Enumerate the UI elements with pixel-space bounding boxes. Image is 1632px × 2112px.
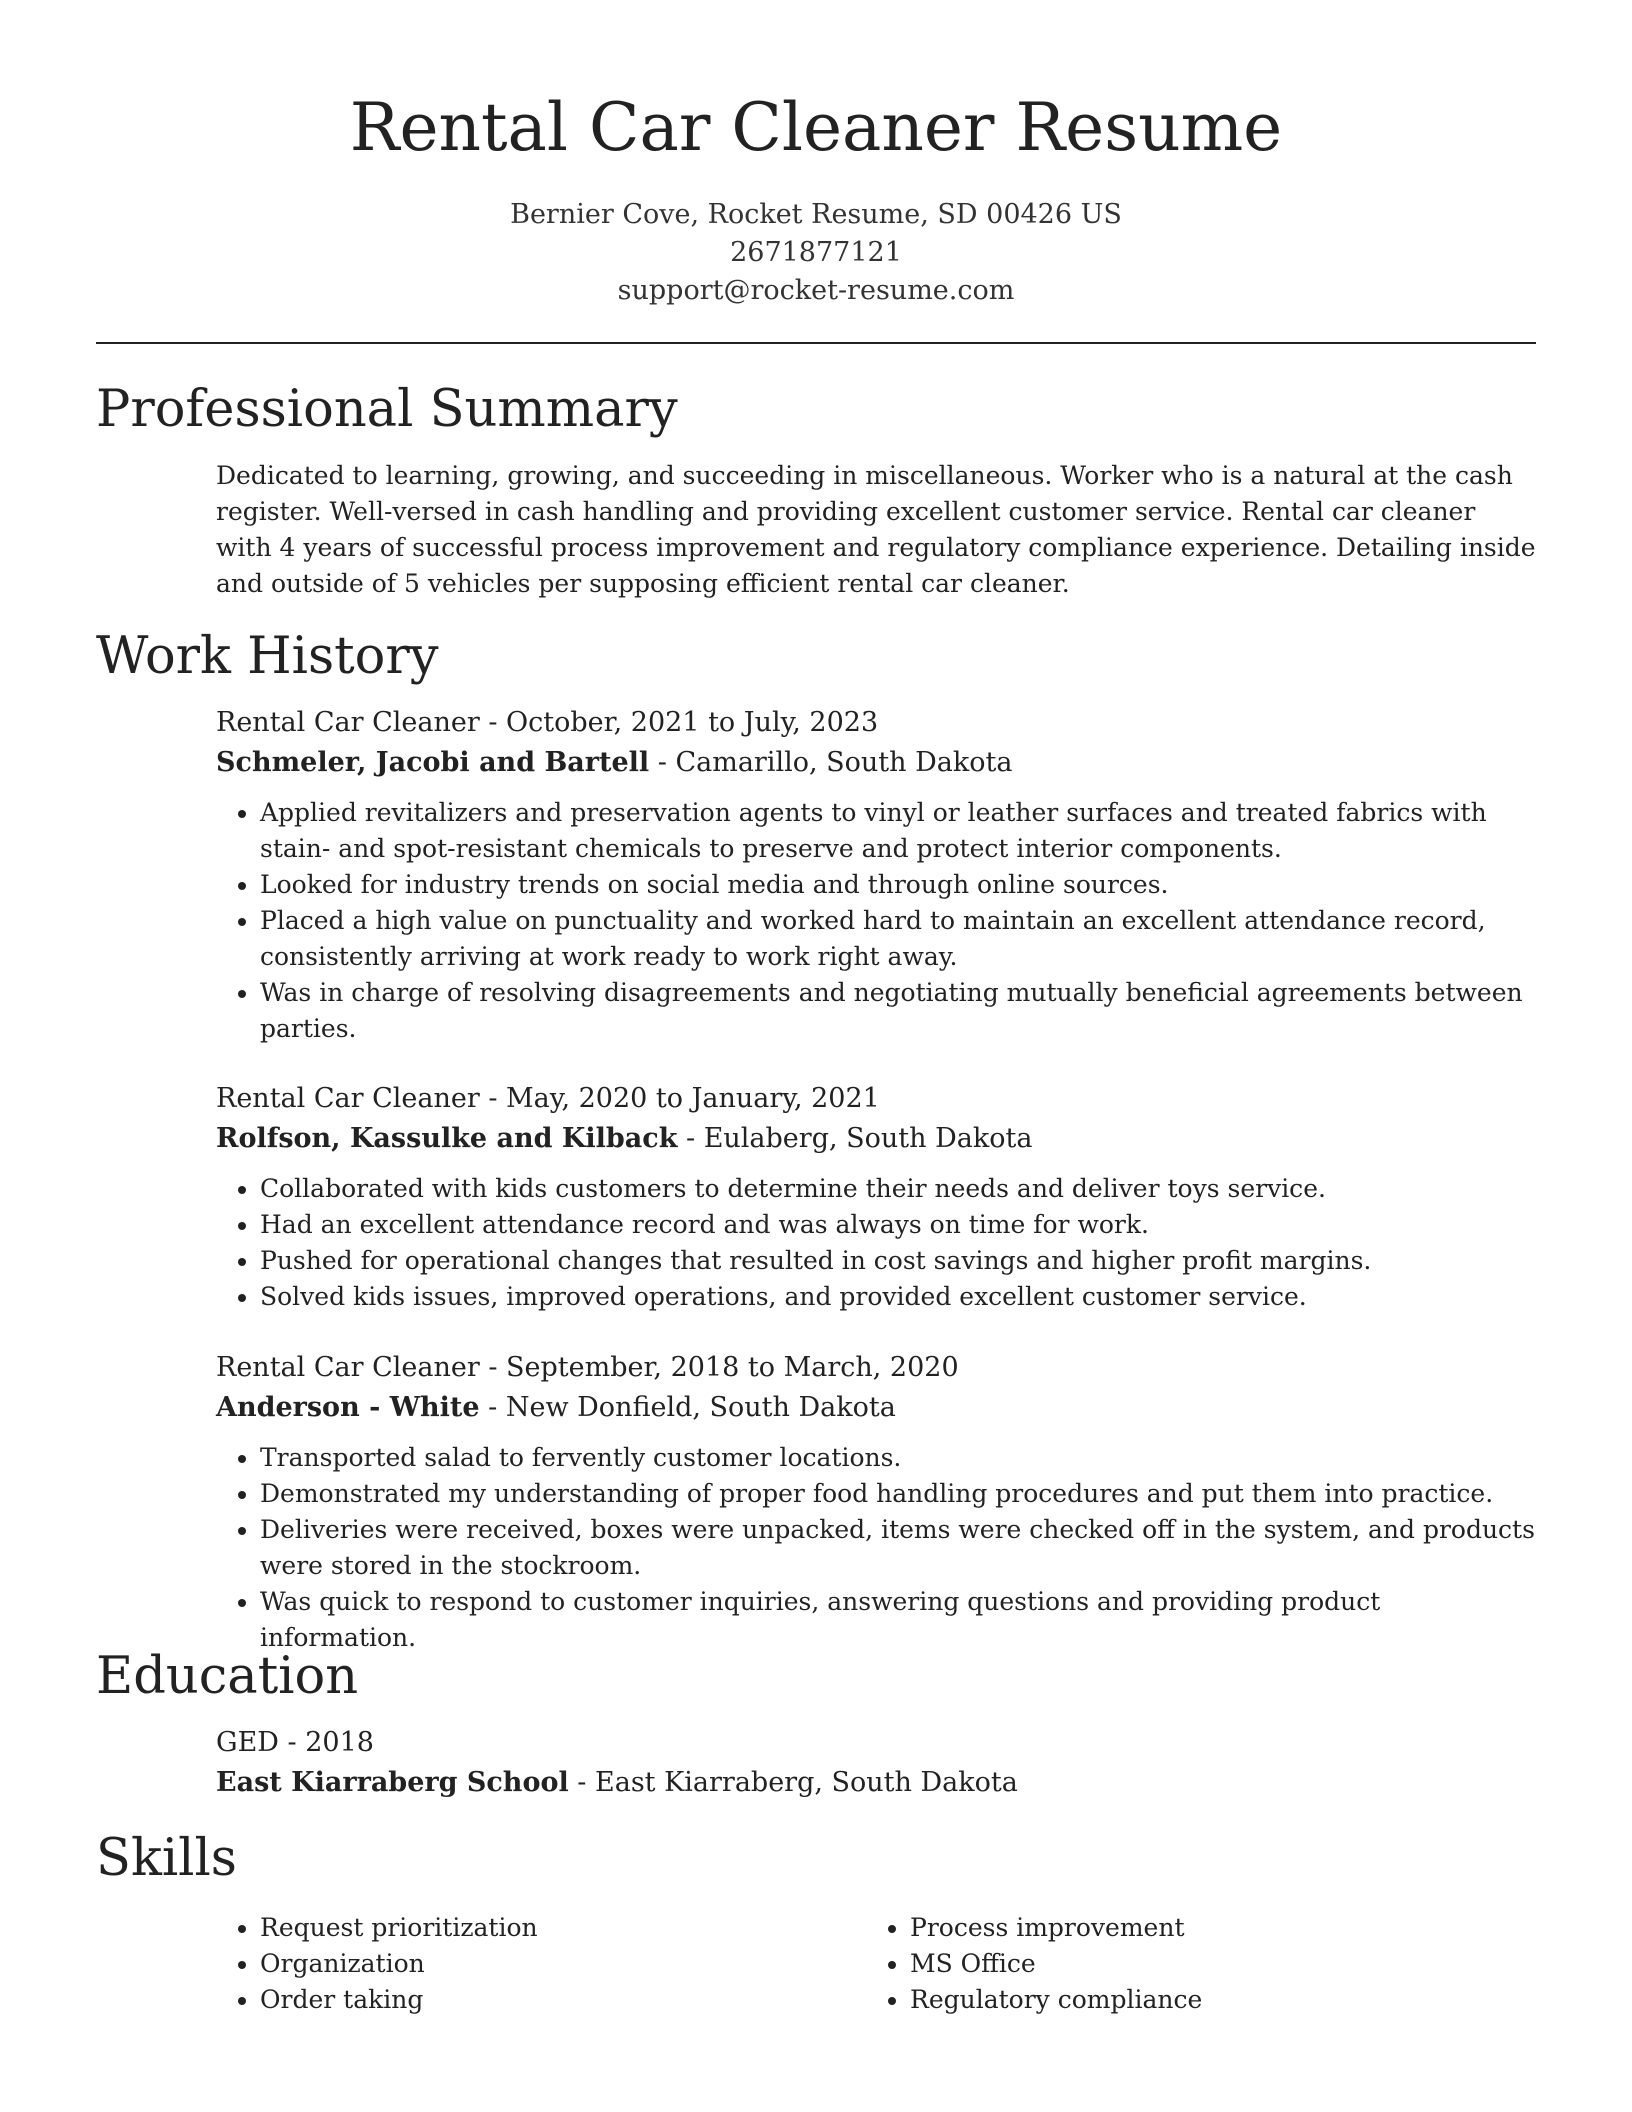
resume-header (0, 84, 1632, 310)
skill-item: • Process improvement (910, 1910, 1516, 1946)
list-item: • Was in charge of resolving disagreements and negotiating mutually beneficial agreements between parties. (260, 975, 1536, 1047)
company-name: Rolfson, Kassulke and Kilback (216, 1123, 678, 1154)
skill-item: • Regulatory compliance (910, 1982, 1516, 2018)
section-title-work: Work History (96, 627, 439, 686)
list-item: • Transported salad to fervently customer locations. (260, 1440, 1536, 1476)
list-item: • Pushed for operational changes that resulted in cost savings and higher profit margins. (260, 1243, 1536, 1279)
list-item: • Was quick to respond to customer inquiries, answering questions and providing product information. (260, 1584, 1536, 1656)
job-entry (216, 1079, 1536, 1315)
skills-column-right (866, 1910, 1516, 2018)
job-entry (216, 1348, 1536, 1656)
skills-list (216, 1910, 1536, 2018)
contact-info (0, 196, 1632, 310)
skill-item: • Organization (260, 1946, 866, 1982)
degree-line: GED - 2018 (216, 1727, 374, 1758)
resume-title: Rental Car Cleaner Resume (349, 89, 1283, 166)
company-name: Schmeler, Jacobi and Bartell (216, 747, 650, 778)
section-title-education: Education (96, 1647, 359, 1706)
skill-item: • MS Office (910, 1946, 1516, 1982)
summary-text: Dedicated to learning, growing, and succeeding in miscellaneous. Worker who is a natural at the cash register. Well-versed in cash handling and providing excellent customer service. Rental car cleaner with 4 years of successful process improvement and regulatory compliance experience. Detailing inside and outside of 5 vehicles per supposing efficient rental car cleaner. (216, 461, 1536, 598)
school-location: - East Kiarraberg, South Dakota (568, 1767, 1018, 1798)
list-item: • Looked for industry trends on social media and through online sources. (260, 867, 1536, 903)
company-location: - Camarillo, South Dakota (649, 747, 1013, 778)
job-title: Rental Car Cleaner - October, 2021 to July, 2023 (216, 707, 879, 738)
job-entry (216, 703, 1536, 1047)
list-item: • Applied revitalizers and preservation agents to vinyl or leather surfaces and treated fabrics with stain- and spot-resistant chemicals to preserve and protect interior components. (260, 795, 1536, 867)
address: Bernier Cove, Rocket Resume, SD 00426 US (510, 199, 1122, 230)
section-title-summary: Professional Summary (96, 380, 678, 439)
section-title-skills: Skills (96, 1829, 237, 1888)
list-item: • Had an excellent attendance record and was always on time for work. (260, 1207, 1536, 1243)
company-name: Anderson - White (216, 1392, 480, 1423)
job-duties (216, 1440, 1536, 1656)
phone: 2671877121 (730, 237, 902, 268)
skill-item: • Request prioritization (260, 1910, 866, 1946)
skills-column-left (216, 1910, 866, 2018)
skill-item: • Order taking (260, 1982, 866, 2018)
job-duties (216, 1171, 1536, 1315)
email: support@rocket-resume.com (617, 275, 1015, 306)
school-line (216, 1763, 1536, 1803)
job-duties (216, 795, 1536, 1047)
list-item: • Solved kids issues, improved operations, and provided excellent customer service. (260, 1279, 1536, 1315)
job-title: Rental Car Cleaner - May, 2020 to January, 2021 (216, 1083, 880, 1114)
list-item: • Demonstrated my understanding of proper food handling procedures and put them into practice. (260, 1476, 1536, 1512)
list-item: • Placed a high value on punctuality and worked hard to maintain an excellent attendance record, consistently arriving at work ready to work right away. (260, 903, 1536, 975)
job-company-line (216, 1119, 1536, 1159)
header-divider (96, 342, 1536, 344)
job-title: Rental Car Cleaner - September, 2018 to March, 2020 (216, 1352, 959, 1383)
job-company-line (216, 743, 1536, 783)
education-entry (216, 1723, 1536, 1803)
list-item: • Deliveries were received, boxes were unpacked, items were checked off in the system, and products were stored in the stockroom. (260, 1512, 1536, 1584)
school-name: East Kiarraberg School (216, 1767, 569, 1798)
list-item: • Collaborated with kids customers to determine their needs and deliver toys service. (260, 1171, 1536, 1207)
job-company-line (216, 1388, 1536, 1428)
company-location: - New Donfield, South Dakota (479, 1392, 896, 1423)
company-location: - Eulaberg, South Dakota (677, 1123, 1033, 1154)
